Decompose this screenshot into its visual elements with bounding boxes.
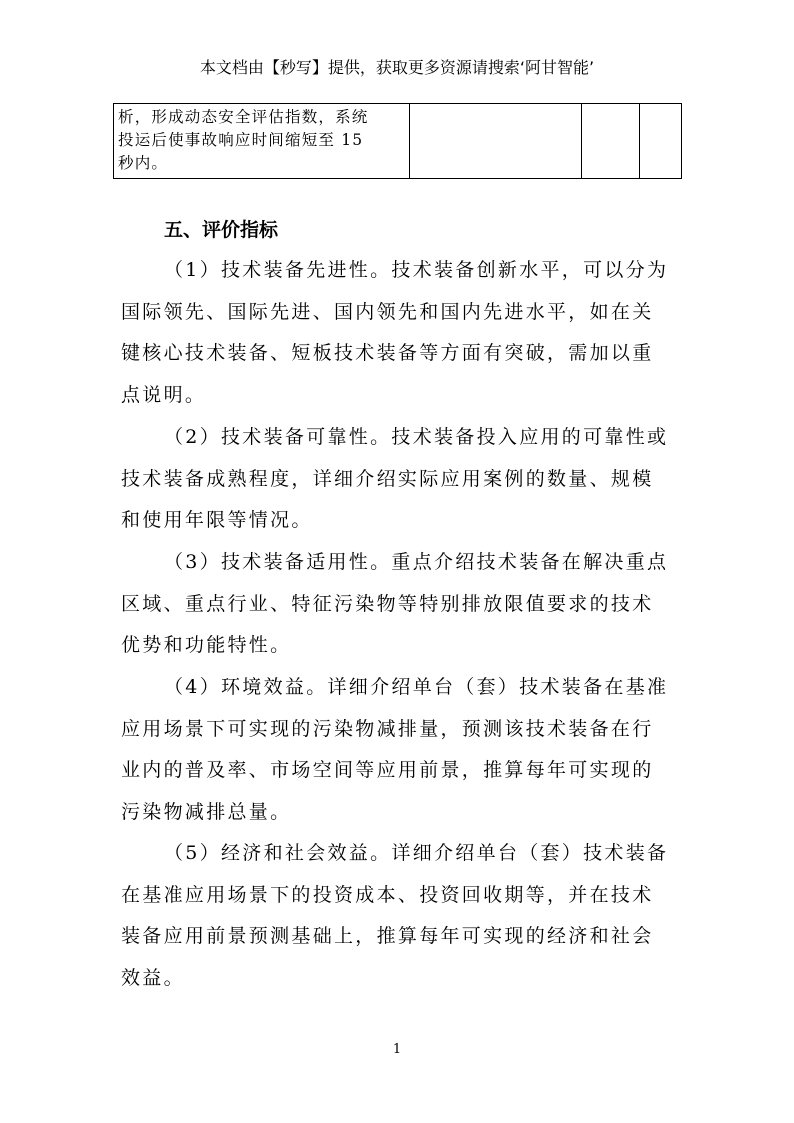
paragraph-line: 区域、重点行业、特征污染物等特别排放限值要求的技术 <box>121 592 654 615</box>
paragraph-advancement <box>121 250 681 416</box>
page-number: 1 <box>392 1042 402 1057</box>
table-cell-description <box>114 104 410 179</box>
paragraph-line: （3）技术装备适用性。重点介绍技术装备在解决重点 <box>164 551 669 573</box>
paragraph-line: （1）技术装备先进性。技术装备创新水平，可以分为 <box>164 259 669 281</box>
table-cell-empty-2 <box>582 104 640 179</box>
paragraph-line: 业内的普及率、市场空间等应用前景，推算每年可实现的 <box>121 759 654 781</box>
paragraph-applicability <box>121 542 681 667</box>
paragraph-line: 应用场景下可实现的污染物减排量，预测该技术装备在行 <box>121 717 654 740</box>
table-cell-text: 析，形成动态安全评估指数，系统 投运后使事故响应时间缩短至 15 秒内。 <box>118 108 369 172</box>
table-cell-empty-1 <box>410 104 582 179</box>
paragraph-line: 国际领先、国际先进、国内领先和国内先进水平，如在关 <box>121 300 654 323</box>
paragraph-reliability <box>121 417 681 542</box>
paragraph-environmental-benefit <box>121 667 681 833</box>
paragraph-line: （4）环境效益。详细介绍单台（套）技术装备在基准 <box>164 676 669 698</box>
paragraph-line: 污染物减排总量。 <box>121 800 292 823</box>
table-cell-empty-3 <box>640 104 682 179</box>
paragraph-line: 装备应用前景预测基础上，推算每年可实现的经济和社会 <box>121 925 654 947</box>
paragraph-line: （2）技术装备可靠性。技术装备投入应用的可靠性或 <box>164 426 669 448</box>
paragraph-line: 点说明。 <box>121 383 207 406</box>
table-fragment <box>113 103 682 179</box>
document-header: 本文档由【秒写】提供，获取更多资源请搜索‘阿甘智能’ <box>199 58 595 77</box>
paragraph-line: 在基准应用场景下的投资成本、投资回收期等，并在技术 <box>121 883 654 906</box>
paragraph-line: 效益。 <box>121 966 185 989</box>
paragraph-line: （5）经济和社会效益。详细介绍单台（套）技术装备 <box>164 842 669 864</box>
paragraph-economic-social-benefit <box>121 833 681 999</box>
paragraph-line: 键核心技术装备、短板技术装备等方面有突破，需加以重 <box>121 342 654 364</box>
paragraph-line: 技术装备成熟程度，详细介绍实际应用案例的数量、规模 <box>121 467 654 490</box>
table-row <box>114 104 682 179</box>
paragraph-line: 和使用年限等情况。 <box>121 509 313 531</box>
paragraph-line: 优势和功能特性。 <box>121 634 292 656</box>
section-heading: 五、评价指标 <box>164 219 279 241</box>
